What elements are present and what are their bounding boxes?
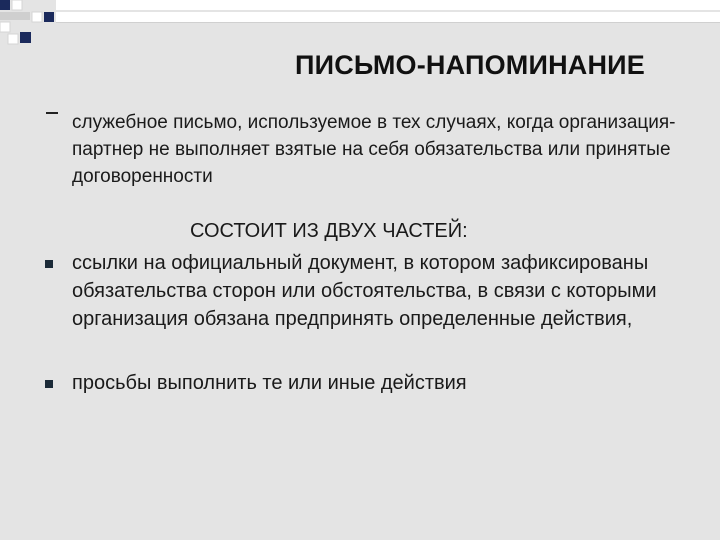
corner-decoration bbox=[0, 0, 720, 50]
square-bullet-icon bbox=[45, 260, 53, 268]
dash-bullet-icon bbox=[46, 112, 58, 114]
definition-text: служебное письмо, используемое в тех случаях, когда организация-партнер не выполняет взятые на себя обязательства или принятые договоренности bbox=[72, 112, 676, 187]
square-bullet-icon bbox=[45, 380, 53, 388]
list-item: ссылки на официальный документ, в котором зафиксированы обязательства сторон или обстоятельства, в связи с которыми организация обязана предпринять определенные действия, bbox=[72, 252, 657, 330]
list-item: просьбы выполнить те или иные действия bbox=[72, 372, 467, 394]
slide-title: ПИСЬМО-НАПОМИНАНИЕ bbox=[295, 50, 645, 80]
subheading: СОСТОИТ ИЗ ДВУХ ЧАСТЕЙ: bbox=[190, 220, 468, 242]
